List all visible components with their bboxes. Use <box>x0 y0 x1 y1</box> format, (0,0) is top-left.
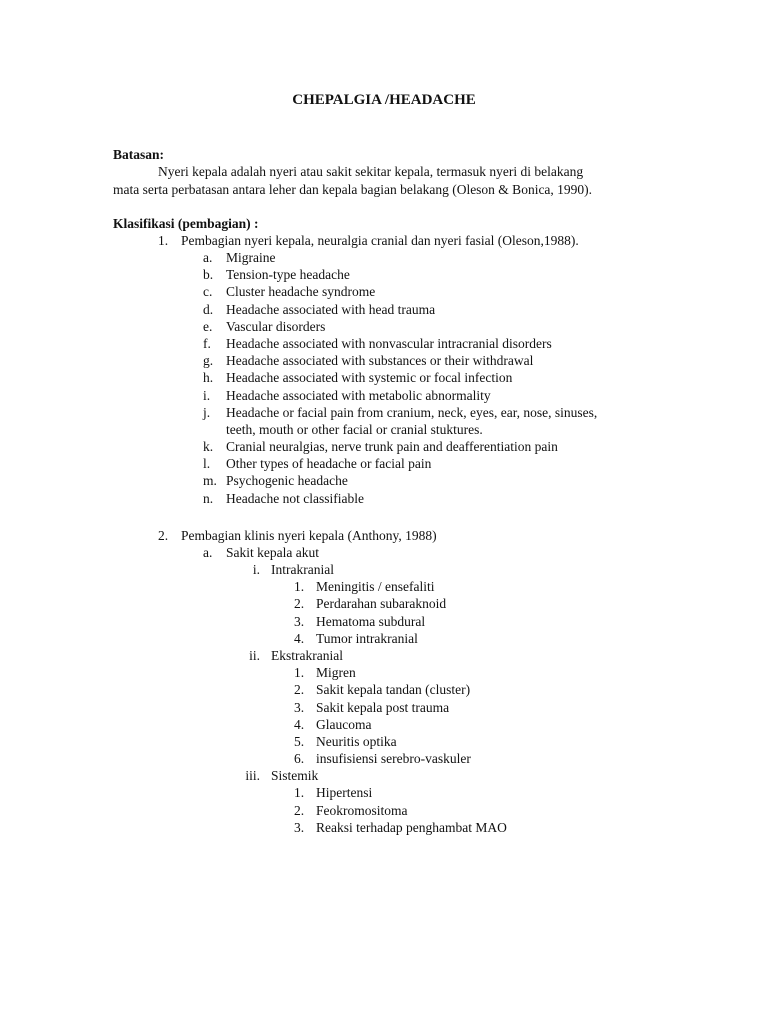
list-item-text: Headache associated with head trauma <box>226 301 436 317</box>
klasifikasi-heading: Klasifikasi (pembagian) : <box>113 216 259 231</box>
numbered-marker: 1. <box>294 785 305 801</box>
sub-a-label: Sakit kepala akut <box>226 545 319 560</box>
list-item-marker: h. <box>203 370 214 386</box>
list-item-text: Other types of headache or facial pain <box>226 456 432 472</box>
numbered-text: Glaucoma <box>316 716 372 732</box>
list-item <box>203 472 723 489</box>
list-item-marker: j. <box>203 404 211 420</box>
list-item <box>203 490 723 507</box>
list-item-text: Headache not classifiable <box>226 490 364 506</box>
numbered-item <box>230 613 710 630</box>
numbered-text: Reaksi terhadap penghambat MAO <box>316 819 507 835</box>
numbered-marker: 4. <box>294 716 305 732</box>
numbered-item <box>230 681 710 698</box>
numbered-item <box>230 733 710 750</box>
numbered-marker: 2. <box>294 596 305 612</box>
roman-label: Sistemik <box>271 768 319 784</box>
list-item-marker: m. <box>203 473 217 489</box>
section-1-heading: Pembagian nyeri kepala, neuralgia cranial dan nyeri fasial (Oleson,1988). <box>181 233 579 248</box>
list-item-text: Cluster headache syndrome <box>226 284 376 300</box>
list-item-text: teeth, mouth or other facial or cranial stuktures. <box>226 421 483 437</box>
list-item-marker: d. <box>203 301 214 317</box>
roman-marker: i. <box>252 562 260 577</box>
list-item-text: Migraine <box>226 250 276 265</box>
numbered-text: Tumor intrakranial <box>316 630 418 646</box>
list-item-marker: g. <box>203 353 214 369</box>
numbered-marker: 4. <box>294 630 305 646</box>
roman-label: Ekstrakranial <box>271 647 343 663</box>
numbered-text: Hipertensi <box>316 785 373 801</box>
numbered-item <box>230 716 710 733</box>
numbered-text: Sakit kepala post trauma <box>316 699 450 715</box>
list-item-text: Headache associated with nonvascular intracranial disorders <box>226 335 552 351</box>
list-item <box>203 421 723 438</box>
list-item-marker: n. <box>203 490 214 506</box>
numbered-item <box>230 578 710 595</box>
list-item <box>203 266 723 283</box>
batasan-heading: Batasan: <box>113 147 165 162</box>
list-item-text: Vascular disorders <box>226 318 326 334</box>
list-item-text: Cranial neuralgias, nerve trunk pain and deafferentiation pain <box>226 439 558 455</box>
numbered-marker: 3. <box>294 613 305 629</box>
list-item-text: Psychogenic headache <box>226 473 348 489</box>
numbered-text: Perdarahan subaraknoid <box>316 596 447 612</box>
numbered-marker: 2. <box>294 802 305 818</box>
list-item-marker: l. <box>203 456 211 472</box>
list-item <box>203 387 723 404</box>
section-2-heading: Pembagian klinis nyeri kepala (Anthony, 1988) <box>181 528 437 543</box>
list-item-marker: f. <box>203 335 211 351</box>
numbered-marker: 1. <box>294 579 305 595</box>
numbered-text: Meningitis / ensefaliti <box>316 579 435 595</box>
roman-label: Intrakranial <box>271 562 334 577</box>
batasan-line-1: Nyeri kepala adalah nyeri atau sakit sekitar kepala, termasuk nyeri di belakang <box>158 164 584 179</box>
numbered-item <box>230 699 710 716</box>
numbered-item <box>230 819 710 836</box>
list-item <box>203 318 723 335</box>
roman-item <box>230 767 710 784</box>
list-item <box>203 335 723 352</box>
numbered-item <box>230 630 710 647</box>
sub-a-marker: a. <box>203 545 213 560</box>
list-item-marker: a. <box>203 250 213 265</box>
list-item <box>203 404 723 421</box>
list-item-text: Headache associated with systemic or focal infection <box>226 370 513 386</box>
numbered-marker: 6. <box>294 751 305 767</box>
list-item <box>203 455 723 472</box>
numbered-item <box>230 595 710 612</box>
list-item <box>203 352 723 369</box>
list-item <box>203 301 723 318</box>
numbered-marker: 2. <box>294 682 305 698</box>
list-item <box>203 283 723 300</box>
roman-item <box>230 647 710 664</box>
numbered-text: Feokromositoma <box>316 802 408 818</box>
batasan-line-2: mata serta perbatasan antara leher dan kepala bagian belakang (Oleson & Bonica, 1990). <box>113 182 593 197</box>
numbered-item <box>230 784 710 801</box>
list-item-marker: b. <box>203 267 214 283</box>
list-item <box>203 438 723 455</box>
numbered-text: Neuritis optika <box>316 733 397 749</box>
roman-marker: iii. <box>245 768 260 784</box>
numbered-text: Hematoma subdural <box>316 613 426 629</box>
numbered-item <box>230 664 710 681</box>
list-item <box>203 369 723 386</box>
list-item-marker: k. <box>203 439 214 455</box>
numbered-text: insufisiensi serebro-vaskuler <box>316 751 471 767</box>
numbered-marker: 3. <box>294 699 305 715</box>
section-2-marker: 2. <box>158 528 169 543</box>
list-item-marker: i. <box>203 387 211 403</box>
list-item-text: Tension-type headache <box>226 267 350 283</box>
list-item-marker: e. <box>203 318 213 334</box>
list-item-text: Headache associated with substances or their withdrawal <box>226 353 534 369</box>
numbered-item <box>230 802 710 819</box>
roman-marker: ii. <box>249 647 260 663</box>
list-item-marker: c. <box>203 284 213 300</box>
numbered-marker: 1. <box>294 665 305 681</box>
list-item <box>203 249 723 266</box>
roman-item <box>230 561 710 578</box>
numbered-text: Sakit kepala tandan (cluster) <box>316 682 471 698</box>
numbered-marker: 5. <box>294 733 305 749</box>
list-item-text: Headache associated with metabolic abnormality <box>226 387 491 403</box>
section-1-list <box>203 249 723 507</box>
document-title: CHEPALGIA /HEADACHE <box>292 92 476 108</box>
list-item-text: Headache or facial pain from cranium, neck, eyes, ear, nose, sinuses, <box>226 404 598 420</box>
numbered-item <box>230 750 710 767</box>
section-2-list <box>230 561 710 836</box>
numbered-marker: 3. <box>294 819 305 835</box>
numbered-text: Migren <box>316 665 356 681</box>
section-1-marker: 1. <box>158 233 169 248</box>
